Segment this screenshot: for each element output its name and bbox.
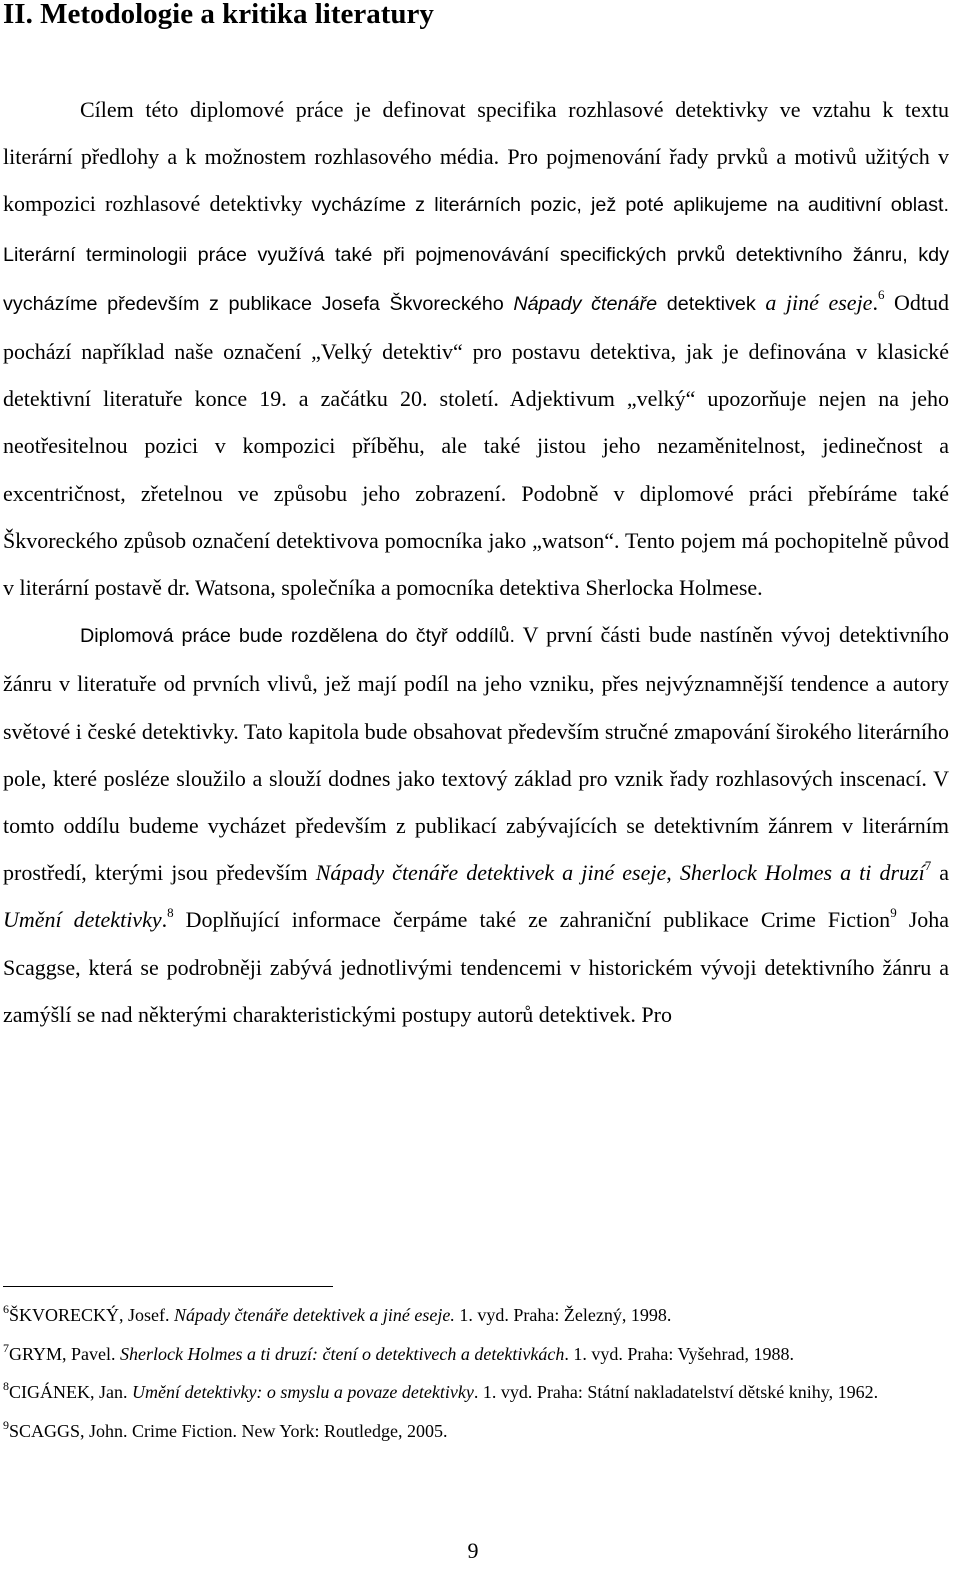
footnote-ref-9[interactable]: 9 — [890, 905, 897, 921]
footnote-author: CIGÁNEK, Jan. — [9, 1382, 128, 1402]
book-title: Umění detektivky — [3, 907, 162, 933]
body-text — [3, 86, 949, 1038]
page-number: 9 — [467, 1538, 479, 1563]
footnote-publication: 1. vyd. Praha: Železný, 1998. — [459, 1305, 672, 1325]
footnote-separator — [3, 1286, 333, 1287]
book-title: Nápady čtenáře — [513, 292, 658, 315]
paragraph-text: vycházíme z literárních pozic, jež poté aplikujeme na auditivní oblast. Literární terminologii práce využívá také při pojmenovávání specifických prvků detektivního žánru, kdy vycházíme především z publikace Josefa Škvoreckého — [3, 194, 950, 315]
book-title: Nápady čtenáře detektivek a jiné eseje — [315, 860, 667, 886]
paragraph-text: Diplomová práce bude rozdělena do čtyř oddílů. — [80, 625, 516, 648]
paragraph-text: Cílem této diplomové práce je definovat specifika rozhlasové detektivky ve vztahu k textu literární předlohy a k možnostem rozhlasového média. Pro pojmenování řady prvků a motivů užitých v kompozici rozhlasové detektivky — [3, 97, 949, 217]
footnote-author: SCAGGS, John. Crime Fiction. New York: Routledge, 2005. — [9, 1420, 448, 1441]
paragraph-text: Joha Scaggse, která se podrobněji zabývá jednotlivými tendencemi v historickém vývoji detektivního žánru a zamýšlí se nad některými charakteristickými postupy autorů detektivek. Pro — [3, 907, 950, 1027]
footnote-number: 7 — [3, 1340, 9, 1355]
footnote-number: 8 — [3, 1379, 9, 1393]
paragraph-text: Doplňující informace čerpáme také ze zahraniční publikace — [185, 907, 749, 933]
book-title: Crime Fiction — [760, 907, 891, 933]
chapter-heading: II. Metodologie a kritika literatury — [3, 0, 434, 30]
paragraph-text: a — [939, 860, 950, 886]
paragraph-text: V první části bude nastíněn vývoj detektivního žánru v literatuře od prvních vlivů, jež mají podíl na jeho vzniku, přes nejvýznamnější tendence a autory světové i české detektivky. Tato kapitola bude obsahovat především stručné zmapování širokého literárního pole, které posléze sloužilo a slouží dodnes jako textový základ pro vznik řady rozhlasových inscenací. V tomto oddílu budeme vycházet především z publikací zabývajících se detektivním žánrem v literárním prostředí, kterými jsou především — [3, 622, 949, 886]
paragraph-intro — [3, 86, 949, 611]
footnote-9 — [3, 1412, 949, 1451]
paragraph-text: Odtud pochází například naše označení „Velký detektiv“ pro postavu detektiva, jak je definována v klasické detektivní literatuře konce 19. a začátku 20. století. — [3, 289, 950, 412]
footnote-title: Umění detektivky: o smyslu a povaze detektivky — [132, 1382, 474, 1402]
footnote-publication: . 1. vyd. Praha: Státní nakladatelství dětské knihy, 1962. — [473, 1382, 879, 1402]
footnote-6 — [3, 1296, 949, 1335]
footnote-7 — [3, 1335, 949, 1374]
footnotes — [3, 1296, 949, 1450]
paragraph-text: . — [872, 289, 878, 315]
footnote-title: Nápady čtenáře detektivek a jiné eseje. — [174, 1305, 455, 1325]
footnote-title: Sherlock Holmes a ti druzí: čtení o detektivech a detektivkách — [120, 1343, 565, 1364]
book-title: a jiné eseje — [765, 289, 873, 315]
paragraph-text: detektivek — [666, 292, 756, 315]
footnote-ref-8[interactable]: 8 — [167, 905, 174, 921]
footnote-ref-6[interactable]: 6 — [877, 287, 885, 303]
paragraph-text: , — [666, 860, 672, 886]
footnote-number: 6 — [3, 1302, 9, 1316]
footnote-author: GRYM, Pavel. — [9, 1343, 116, 1364]
book-title: Sherlock Holmes a ti druzí — [679, 860, 925, 886]
paragraph-text: Adjektivum „velký“ upozorňuje nejen na jeho neotřesitelnou pozici v kompozici příběhu, ale také jistou jeho nezaměnitelnost, jedinečnost a excentričnost, zřetelnou ve způsobu jeho zobrazení. Podobně v diplomové práci přebíráme také Škvoreckého způsob označení detektivova pomocníka jako „watson“. Tento pojem má pochopitelně původ v literární postavě dr. Watsona, společníka a pomocníka detektiva Sherlocka Holmese. — [3, 386, 949, 601]
footnote-publication: . 1. vyd. Praha: Vyšehrad, 1988. — [564, 1343, 794, 1364]
footnote-8 — [3, 1373, 949, 1412]
footnote-author: ŠKVORECKÝ, Josef. — [9, 1305, 170, 1325]
footnote-ref-7[interactable]: 7 — [924, 857, 932, 873]
paragraph-text: . — [161, 907, 168, 933]
paragraph-structure — [3, 611, 949, 1038]
footnote-number: 9 — [3, 1417, 9, 1432]
